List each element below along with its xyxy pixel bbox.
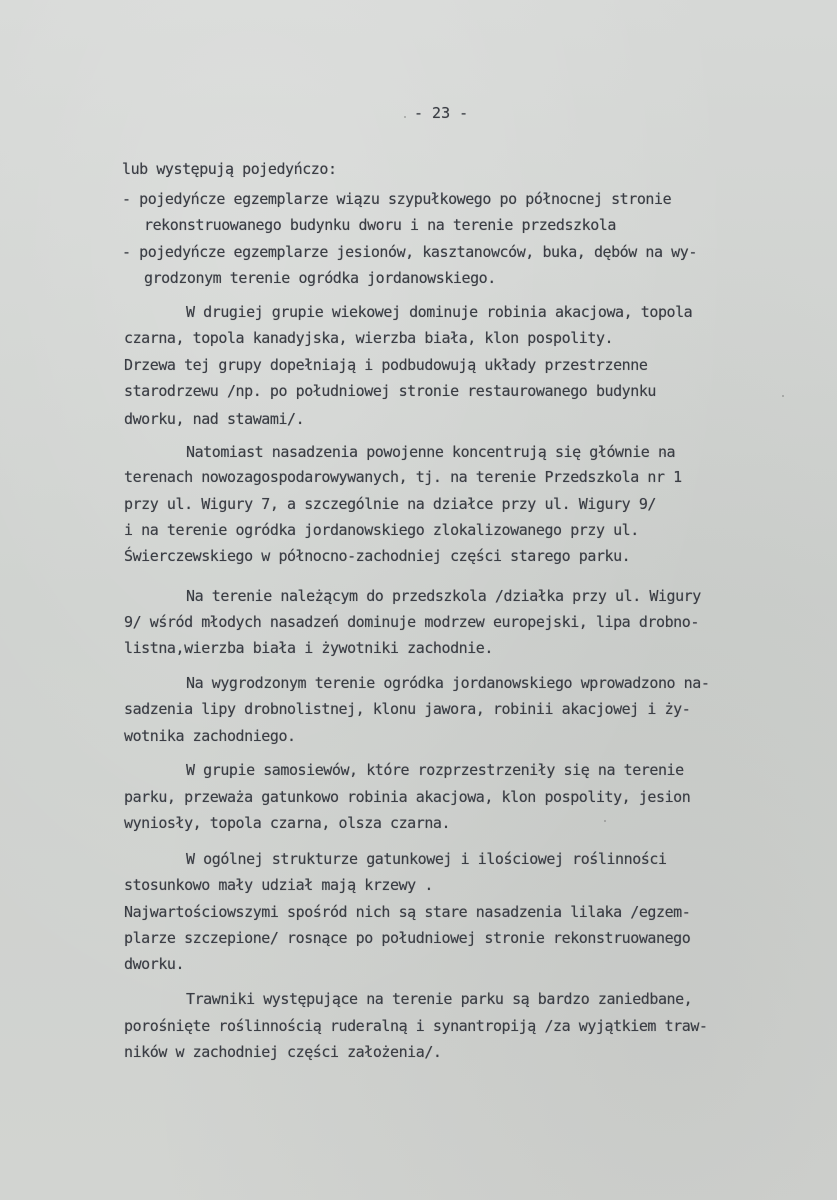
text-line: 9/ wśród młodych nasadzeń dominuje modrzew europejski, lipa drobno- <box>124 613 699 631</box>
text-line: przy ul. Wigury 7, a szczególnie na działce przy ul. Wigury 9/ <box>124 495 657 513</box>
text-line: wotnika zachodniego. <box>124 727 296 745</box>
text-line: rekonstruowanego budynku dworu i na terenie przedszkola <box>144 216 616 234</box>
paper-speck <box>662 452 664 454</box>
text-line: porośnięte roślinnością ruderalną i synantropiją /za wyjątkiem traw- <box>124 1017 708 1035</box>
paper-speck <box>404 116 406 118</box>
text-line: plarze szczepione/ rosnące po południowej stronie rekonstruowanego <box>124 929 691 947</box>
text-line: Najwartościowszymi spośród nich są stare nasadzenia lilaka /egzem- <box>124 903 691 921</box>
text-line: - pojedyńcze egzemplarze wiązu szypułkowego po północnej stronie <box>122 190 672 208</box>
text-line: W ogólnej strukturze gatunkowej i ilościowej roślinności <box>186 850 667 868</box>
text-line: stosunkowo mały udział mają krzewy . <box>124 876 433 894</box>
text-line: parku, przeważa gatunkowo robinia akacjowa, klon pospolity, jesion <box>124 788 691 806</box>
paper-speck <box>782 395 784 397</box>
text-line: Na terenie należącym do przedszkola /działka przy ul. Wigury <box>186 587 701 605</box>
text-line: sadzenia lipy drobnolistnej, klonu jawora, robinii akacjowej i ży- <box>124 700 691 718</box>
paper-speck <box>604 820 606 822</box>
text-line: - pojedyńcze egzemplarze jesionów, kasztanowców, buka, dębów na wy- <box>122 243 697 261</box>
text-line: Świerczewskiego w północno-zachodniej części starego parku. <box>124 547 631 565</box>
text-line: Na wygrodzonym terenie ogródka jordanowskiego wprowadzono na- <box>186 674 710 692</box>
text-line: dworku, nad stawami/. <box>124 410 305 428</box>
text-line: grodzonym terenie ogródka jordanowskiego. <box>144 269 496 287</box>
text-line: i na terenie ogródka jordanowskiego zlokalizowanego przy ul. <box>124 521 639 539</box>
text-line: starodrzewu /np. po południowej stronie restaurowanego budynku <box>124 382 657 400</box>
text-line: Trawniki występujące na terenie parku są bardzo zaniedbane, <box>186 990 693 1008</box>
text-line: lub występują pojedyńczo: <box>122 160 337 178</box>
text-line: Natomiast nasadzenia powojenne koncentrują się głównie na <box>186 443 676 461</box>
text-line: W grupie samosiewów, które rozprzestrzeniły się na terenie <box>186 761 684 779</box>
text-line: Drzewa tej grupy dopełniają i podbudowują układy przestrzenne <box>124 356 648 374</box>
text-line: ników w zachodniej części założenia/. <box>124 1043 442 1061</box>
page-number: - 23 - <box>414 104 469 122</box>
text-line: czarna, topola kanadyjska, wierzba biała, klon pospolity. <box>124 329 614 347</box>
text-line: W drugiej grupie wiekowej dominuje robinia akacjowa, topola <box>186 303 693 321</box>
text-line: terenach nowozagospodarowywanych, tj. na terenie Przedszkola nr 1 <box>124 468 682 486</box>
text-line: dworku. <box>124 955 185 973</box>
text-line: listna,wierzba biała i żywotniki zachodnie. <box>124 639 493 657</box>
text-line: wyniosły, topola czarna, olsza czarna. <box>124 814 451 832</box>
